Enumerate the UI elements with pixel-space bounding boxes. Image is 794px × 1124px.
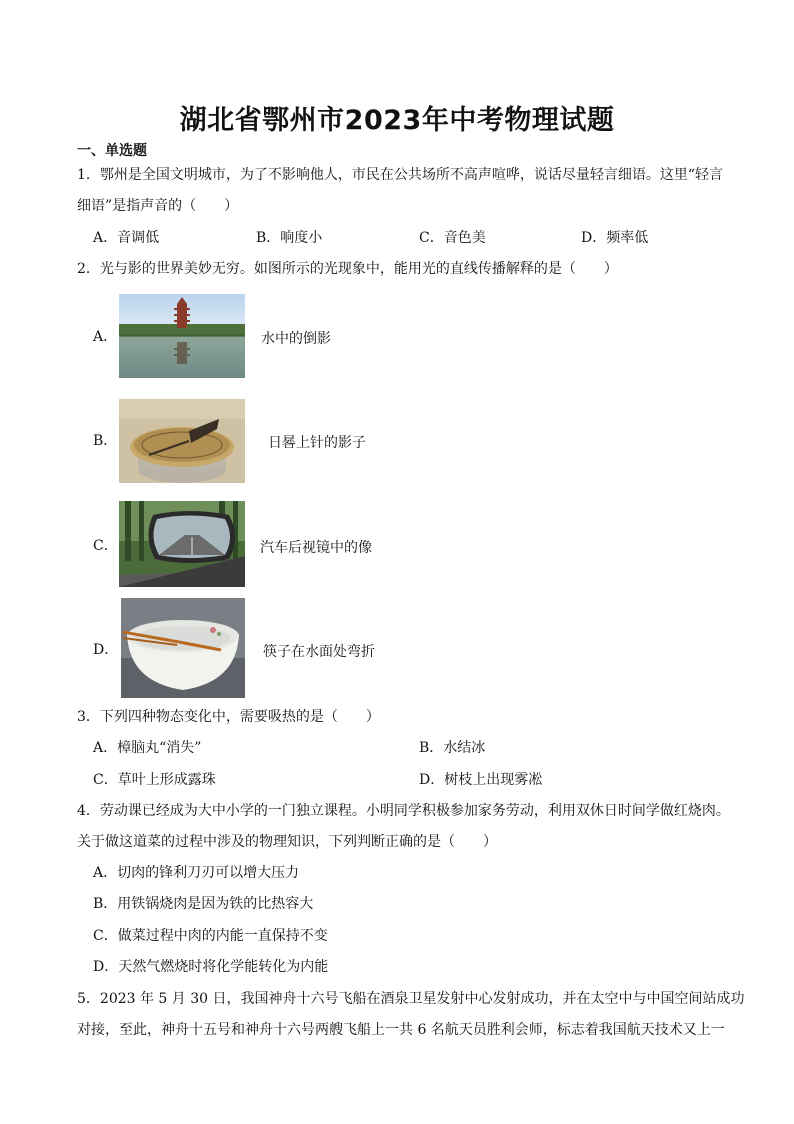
car-mirror-image	[119, 501, 245, 587]
q2-option-b-letter[interactable]: B．	[93, 433, 118, 449]
q4-stem-line2: 关于做这道菜的过程中涉及的物理知识，下列判断正确的是（ ）	[77, 834, 497, 850]
sundial-image	[119, 399, 245, 483]
q3-option-c[interactable]: C．草叶上形成露珠	[93, 772, 216, 788]
q2-option-a-letter[interactable]: A．	[93, 329, 118, 345]
q1-option-c[interactable]: C．音色美	[419, 230, 486, 246]
q3-stem: 3．下列四种物态变化中，需要吸热的是（ ）	[77, 709, 380, 725]
q2-option-c-caption: 汽车后视镜中的像	[260, 540, 372, 556]
q2-option-d-caption: 筷子在水面处弯折	[263, 644, 375, 660]
q2-option-b-caption: 日晷上针的影子	[268, 435, 366, 451]
q1-option-d[interactable]: D．频率低	[581, 230, 649, 246]
section-heading: 一、单选题	[77, 143, 147, 159]
q4-option-c[interactable]: C．做菜过程中肉的内能一直保持不变	[93, 928, 328, 944]
q1-option-b[interactable]: B．响度小	[256, 230, 323, 246]
q2-option-d-letter[interactable]: D．	[93, 642, 119, 658]
q3-option-d[interactable]: D．树枝上出现雾凇	[419, 772, 543, 788]
q2-option-a-caption: 水中的倒影	[261, 331, 331, 347]
q1-option-a[interactable]: A．音调低	[93, 230, 160, 246]
q4-stem-line1: 4．劳动课已经成为大中小学的一门独立课程。小明同学积极参加家务劳动，利用双休日时间学做红烧肉。	[77, 803, 730, 819]
q1-stem-line2: 细语”是指声音的（ ）	[77, 198, 239, 214]
q4-option-b[interactable]: B．用铁锅烧肉是因为铁的比热容大	[93, 896, 314, 912]
q3-option-b[interactable]: B．水结冰	[419, 740, 486, 756]
q2-option-c-letter[interactable]: C．	[93, 538, 118, 554]
q4-option-a[interactable]: A．切肉的锋利刀刃可以增大压力	[93, 865, 300, 881]
q4-option-d[interactable]: D．天然气燃烧时将化学能转化为内能	[93, 959, 329, 975]
chopstick-bowl-image	[121, 598, 245, 698]
q1-stem-line1: 1．鄂州是全国文明城市，为了不影响他人，市民在公共场所不高声喧哗，说话尽量轻言细语。这里“轻言	[77, 167, 724, 183]
q5-stem-line2: 对接，至此，神舟十五号和神舟十六号两艘飞船上一共 6 名航天员胜利会师，标志着我国航天技术又上一	[77, 1022, 725, 1038]
q5-stem-line1: 5．2023 年 5 月 30 日，我国神舟十六号飞船在酒泉卫星发射中心发射成功，并在太空中与中国空间站成功	[77, 991, 745, 1007]
q3-option-a[interactable]: A．樟脑丸“消失”	[93, 740, 202, 756]
page-title: 湖北省鄂州市2023年中考物理试题	[179, 105, 615, 136]
pagoda-reflection-image	[119, 294, 245, 378]
q2-stem: 2．光与影的世界美妙无穷。如图所示的光现象中，能用光的直线传播解释的是（ ）	[77, 261, 618, 277]
